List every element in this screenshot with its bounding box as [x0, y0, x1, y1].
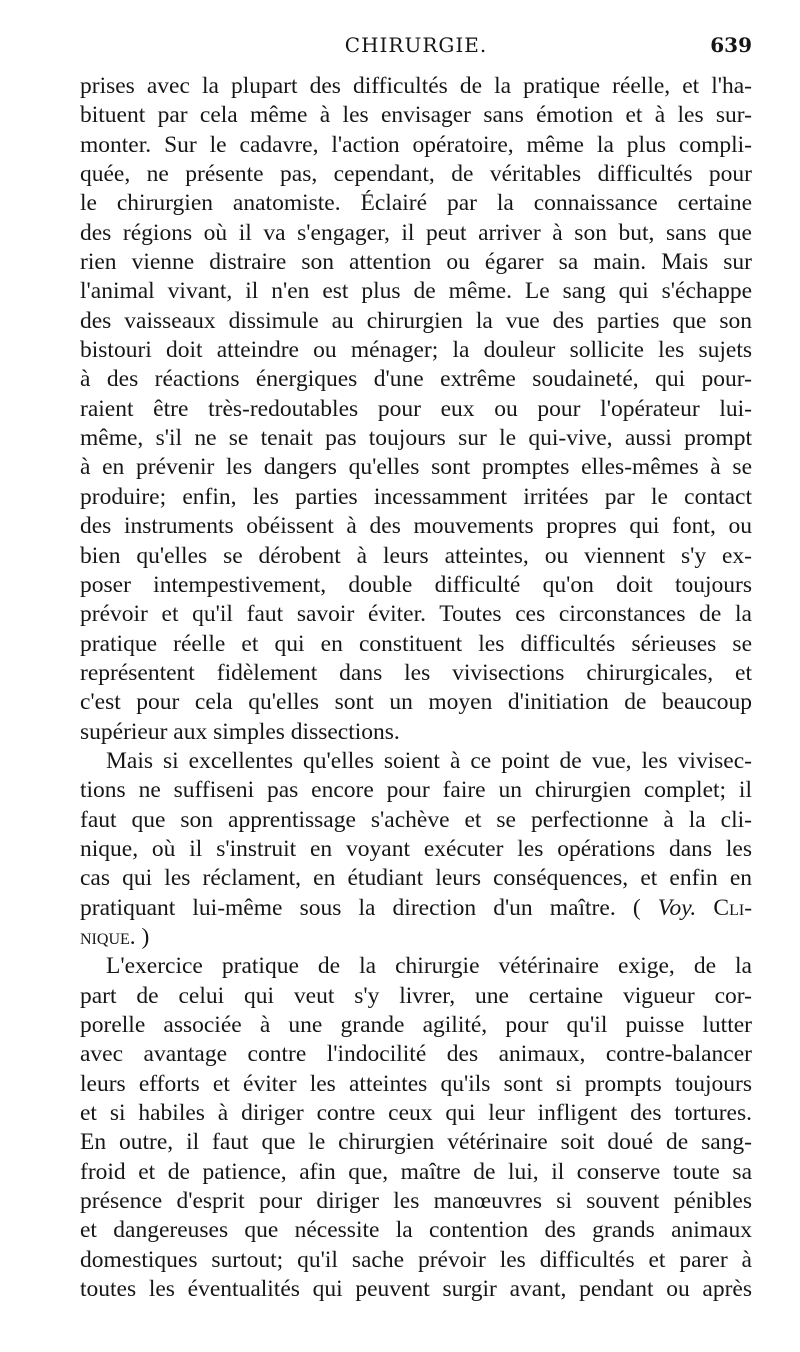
text-line: l'animal vivant, il n'en est plus de même. Le sang qui s'échappe	[80, 278, 752, 305]
paragraph-1	[80, 72, 752, 747]
text-line: En outre, il faut que le chirurgien vétérinaire soit doué de sang-	[80, 1129, 752, 1156]
text-line: et si habiles à diriger contre ceux qui leur infligent des tortures.	[80, 1100, 752, 1127]
page-header	[80, 30, 752, 60]
text-line: part de celui qui veut s'y livrer, une certaine vigueur cor-	[80, 982, 752, 1009]
text-line: porelle associée à une grande agilité, pour qu'il puisse lutter	[80, 1012, 752, 1038]
text-line: produire; enfin, les parties incessamment irritées par le contact	[80, 483, 752, 510]
text-line: avec avantage contre l'indocilité des animaux, contre-balancer	[80, 1041, 752, 1068]
body-text	[80, 72, 752, 1304]
text-line: raient être très-redoutables pour eux ou pour l'opérateur lui-	[80, 395, 752, 422]
paragraph-2	[80, 747, 752, 952]
text-line: des instruments obéissent à des mouvements propres qui font, ou	[80, 513, 752, 540]
text-line: faut que son apprentissage s'achève et se perfectionne à la cli-	[80, 806, 752, 833]
text-line: monter. Sur le cadavre, l'action opératoire, même la plus compli-	[80, 131, 752, 158]
text-line: le chirurgien anatomiste. Éclairé par la connaissance certaine	[80, 190, 752, 217]
text-line: bien qu'elles se dérobent à leurs atteintes, ou viennent s'y ex-	[80, 542, 752, 569]
text-line: rien vienne distraire son attention ou égarer sa main. Mais sur	[80, 249, 752, 276]
reference-clinique-start: Cli-	[713, 894, 753, 921]
text-line: à des réactions énergiques d'une extrême soudaineté, qui pour-	[80, 366, 752, 393]
text-line: domestiques surtout; qu'il sache prévoir les difficultés et parer à	[80, 1246, 752, 1273]
text-segment: pratiquant lui-même sous la direction d'un maître.	[80, 894, 616, 921]
reference-open: (	[632, 894, 658, 921]
reference-voy: Voy.	[657, 894, 697, 921]
reference-close: )	[135, 923, 150, 950]
text-line: leurs efforts et éviter les atteintes qu'ils sont si prompts toujours	[80, 1070, 752, 1097]
text-line: toutes les éventualités qui peuvent surgir avant, pendant ou après	[80, 1276, 752, 1303]
text-line: présence d'esprit pour diriger les manœuvres si souvent pénibles	[80, 1188, 752, 1215]
text-line: c'est pour cela qu'elles sont un moyen d'initiation de beaucoup	[80, 689, 752, 716]
text-line: froid et de patience, afin que, maître de lui, il conserve toute sa	[80, 1158, 752, 1185]
text-line: représentent fidèlement dans les vivisections chirurgicales, et	[80, 659, 752, 686]
text-line: cas qui les réclament, en étudiant leurs conséquences, et enfin en	[80, 865, 752, 892]
text-line: poser intempestivement, double difficulté qu'on doit toujours	[80, 571, 752, 598]
running-head: CHIRURGIE.	[344, 33, 488, 57]
text-line: même, s'il ne se tenait pas toujours sur le qui-vive, aussi prompt	[80, 425, 752, 452]
text-line: quée, ne présente pas, cependant, de véritables difficultés pour	[80, 161, 752, 188]
text-line: Mais si excellentes qu'elles soient à ce point de vue, les vivisec-	[106, 747, 752, 774]
text-line: L'exercice pratique de la chirurgie vétérinaire exige, de la	[106, 953, 752, 980]
text-line: bistouri doit atteindre ou ménager; la douleur sollicite les sujets	[80, 337, 752, 364]
reference-clinique-end: nique.	[80, 923, 136, 950]
text-line: des vaisseaux dissimule au chirurgien la vue des parties que son	[80, 307, 752, 334]
text-line: des régions où il va s'engager, il peut arriver à son but, sans que	[80, 219, 752, 246]
paragraph-3	[80, 952, 752, 1304]
text-line	[80, 894, 752, 923]
text-line: pratique réelle et qui en constituent les difficultés sérieuses se	[80, 630, 752, 657]
page-number: 639	[710, 33, 752, 57]
text-line	[80, 923, 752, 952]
text-line: et dangereuses que nécessite la contention des grands animaux	[80, 1217, 752, 1244]
text-line: bituent par cela même à les envisager sans émotion et à les sur-	[80, 102, 752, 129]
text-line: supérieur aux simples dissections.	[80, 718, 400, 745]
text-line: prévoir et qu'il faut savoir éviter. Toutes ces circonstances de la	[80, 601, 752, 628]
text-line: prises avec la plupart des difficultés de la pratique réelle, et l'ha-	[80, 73, 752, 99]
text-line: nique, où il s'instruit en voyant exécuter les opérations dans les	[80, 835, 752, 862]
text-line: tions ne suffiseni pas encore pour faire un chirurgien complet; il	[80, 777, 752, 804]
text-line: à en prévenir les dangers qu'elles sont promptes elles-mêmes à se	[80, 454, 752, 481]
